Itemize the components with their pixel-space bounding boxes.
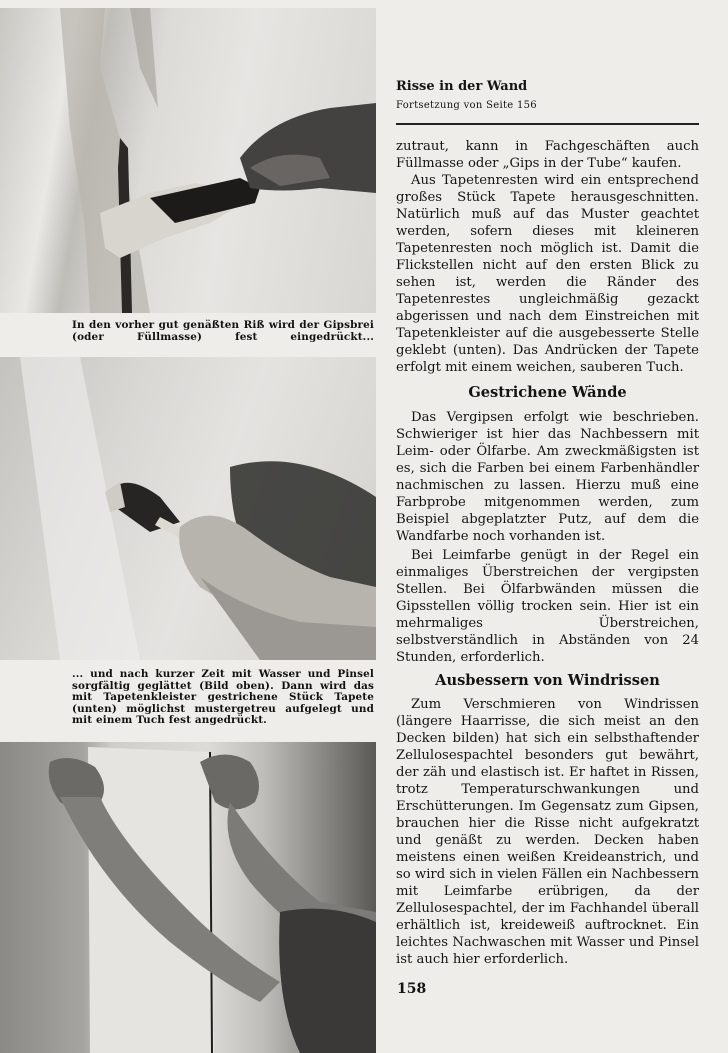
heading-wind-cracks: Ausbessern von Windrissen <box>435 672 660 689</box>
photo2-caption: ... und nach kurzer Zeit mit Wasser und Pinsel sorgfältig geglättet (Bild oben). Dann wird das mit Tapetenkleister gestrichene Stück Tapete (unten) möglichst mustergetreu aufgelegt und mit einem Tuch fest angedrückt. <box>72 668 374 726</box>
photo1-caption: In den vorher gut genäßten Riß wird der Gipsbrei (oder Füllmasse) fest eingedrückt... <box>72 319 374 343</box>
article-title: Risse in der Wand <box>396 79 528 94</box>
heading-painted-walls: Gestrichene Wände <box>468 384 627 401</box>
paragraph-wind-cracks: Zum Verschmieren von Windrissen (längere Haarrisse, die sich meist an den Decken bilden) hat sich ein selbsthaftender Zellulosespachtel besonders gut bewährt, der zäh und elastisch ist. Er haftet in Rissen, trotz Temperaturschwankungen und Erschütterungen. Im Gegensatz zum Gipsen, brauchen hier die Risse nicht aufgekratzt und genäßt zu werden. Decken haben meistens einen weißen Kreideanstrich, und so wird sich in vielen Fällen ein Nachbessern mit Leimfarbe erübrigen, da der Zellulosespachtel, der im Fachhandel überall erhältlich ist, kreideweiß auftrocknet. Ein leichtes Nachwaschen mit Wasser und Pinsel ist auch hier erforderlich. <box>396 697 699 967</box>
paragraph-painted-walls-1: Das Vergipsen erfolgt wie beschrieben. Schwieriger ist hier das Nachbessern mit Leim- oder Ölfarbe. Am zweckmäßigsten ist es, sich die Farben bei einem Farbenhändler nachmischen zu lassen. Hierzu muß eine Farbprobe mitgenommen werden, zum Beispiel abgeplatzter Putz, auf dem die Wandfarbe noch vorhanden ist. <box>396 410 699 544</box>
photo-applying-patch <box>0 742 376 1053</box>
paragraph-painted-walls-2: Bei Leimfarbe genügt in der Regel ein einmaliges Überstreichen der vergipsten Stellen. Bei Ölfarbwänden müssen die Gipsstellen völlig trocken sein. Hier ist ein mehrmaliges Überstreichen, selbstverständlich in Abständen von 24 Stunden, erforderlich. <box>396 548 699 665</box>
title-divider <box>396 123 699 125</box>
photo-filling-crack-image <box>0 8 376 313</box>
photo-smoothing-with-brush <box>0 357 376 660</box>
paragraph-patch: Aus Tapetenresten wird ein entsprechend großes Stück Tapete herausgeschnitten. Natürlich muß auf das Muster geachtet werden, sofern dieses mit kleineren Tapetenresten noch möglich ist. Damit die Flickstellen nicht auf den ersten Blick zu sehen ist, werden die Ränder des Tapetenrestes ungleichmäßig gezackt abgerissen und nach dem Einstreichen mit Tapetenkleister auf die ausgebesserte Stelle geklebt (unten). Das Andrücken der Tapete erfolgt mit einem weichen, sauberen Tuch. <box>396 173 699 375</box>
continued-from-note: Fortsetzung von Seite 156 <box>396 100 537 111</box>
photo-smoothing-image <box>0 357 376 660</box>
photo-filling-crack <box>0 8 376 313</box>
article-intro: zutraut, kann in Fachgeschäften auch Füllmasse oder „Gips in der Tube“ kaufen. <box>396 139 699 171</box>
page-number: 158 <box>397 981 427 997</box>
photo-applying-patch-image <box>0 742 376 1053</box>
